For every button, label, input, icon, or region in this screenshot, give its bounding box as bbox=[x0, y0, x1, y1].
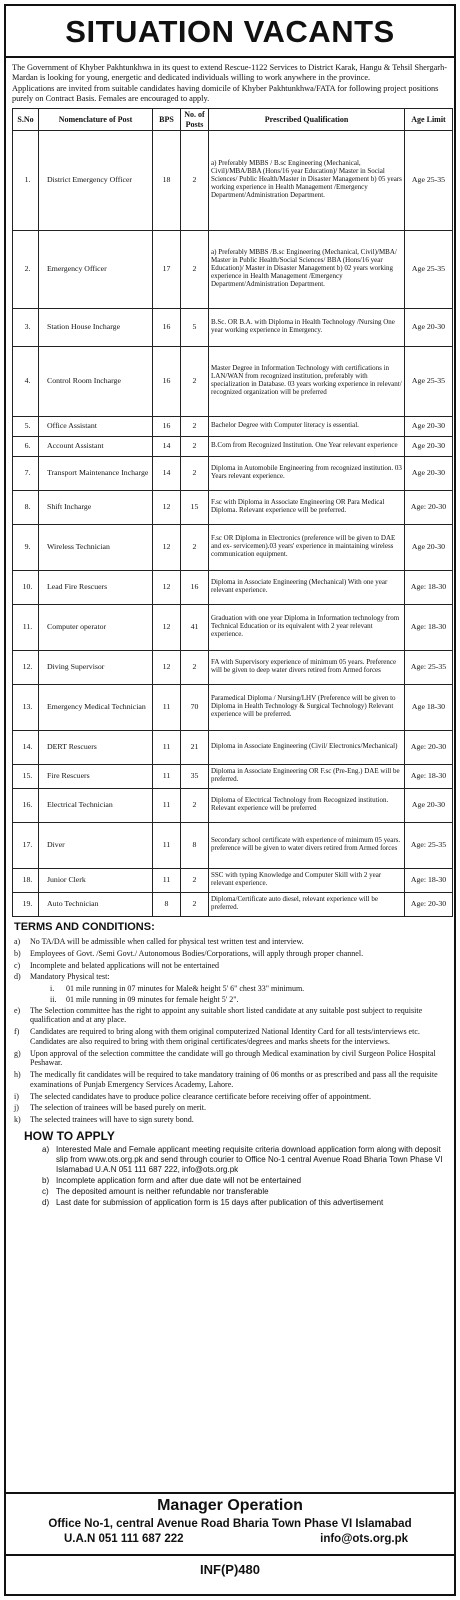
apply-step bbox=[42, 1145, 446, 1175]
cell-sno: 7. bbox=[13, 456, 39, 490]
term-item-marker: g) bbox=[14, 1048, 21, 1058]
cell-bps: 17 bbox=[153, 230, 181, 308]
cell-age: Age: 18-30 bbox=[405, 570, 453, 604]
cell-post: Shift Incharge bbox=[39, 490, 153, 524]
cell-age: Age 20-30 bbox=[405, 524, 453, 570]
cell-post: Account Assistant bbox=[39, 436, 153, 456]
cell-posts: 15 bbox=[181, 490, 209, 524]
cell-posts: 2 bbox=[181, 650, 209, 684]
cell-post: Junior Clerk bbox=[39, 868, 153, 892]
table-row bbox=[13, 436, 453, 456]
cell-qualification: a) Preferably MBBS / B.sc Engineering (Mechanical, Civil)/MBA/BBA (Hons/16 year Education)/ Master in Social Sciences/ Public Health/Master in Disaster Management b) 05 years working experience in Health Management /Emergency Department/Administration Department. bbox=[209, 130, 405, 230]
cell-qualification: Paramedical Diploma / Nursing/LHV (Preference will be given to Diploma in Health Technology & Surgical Technology) Relevant experience will be preferred. bbox=[209, 684, 405, 730]
cell-age: Age 18-30 bbox=[405, 684, 453, 730]
term-item-marker: f) bbox=[14, 1027, 20, 1037]
cell-posts: 2 bbox=[181, 868, 209, 892]
term-item bbox=[14, 949, 446, 959]
terms-section bbox=[6, 917, 454, 1125]
terms-list bbox=[14, 937, 446, 982]
cell-posts: 2 bbox=[181, 892, 209, 916]
positions-table-body bbox=[13, 130, 453, 916]
term-item-marker: c) bbox=[14, 960, 21, 970]
term-item-text: No TA/DA will be admissible when called for physical test written test and interview. bbox=[30, 937, 304, 947]
cell-sno: 9. bbox=[13, 524, 39, 570]
table-row bbox=[13, 604, 453, 650]
term-item-text: The selected trainees will have to sign surety bond. bbox=[30, 1115, 194, 1125]
cell-sno: 11. bbox=[13, 604, 39, 650]
cell-bps: 12 bbox=[153, 650, 181, 684]
cell-post: Office Assistant bbox=[39, 416, 153, 436]
apply-step-marker: a) bbox=[42, 1144, 50, 1154]
term-item-marker: e) bbox=[14, 1005, 21, 1015]
cell-sno: 14. bbox=[13, 730, 39, 764]
physical-test-item-text: 01 mile running in 07 minutes for Male& height 5' 6" chest 33" minimum. bbox=[66, 984, 305, 994]
apply-step bbox=[42, 1187, 446, 1197]
cell-bps: 16 bbox=[153, 308, 181, 346]
cell-age: Age 20-30 bbox=[405, 416, 453, 436]
footer-contacts bbox=[6, 1533, 454, 1545]
term-item-marker: d) bbox=[14, 972, 21, 982]
how-to-apply-heading: HOW TO APPLY bbox=[24, 1128, 115, 1143]
header-bps: BPS bbox=[153, 109, 181, 130]
term-item bbox=[14, 1115, 446, 1125]
cell-posts: 35 bbox=[181, 764, 209, 788]
cell-age: Age 25-35 bbox=[405, 130, 453, 230]
physical-test-item-marker: i. bbox=[50, 984, 55, 994]
how-to-apply-section bbox=[6, 1127, 454, 1208]
cell-post: Station House Incharge bbox=[39, 308, 153, 346]
cell-sno: 2. bbox=[13, 230, 39, 308]
table-header-row bbox=[13, 109, 453, 130]
term-item bbox=[14, 1049, 446, 1069]
cell-qualification: F.sc OR Diploma in Electronics (preference will be given to DAE and ex- servicemen).03 years' experience in maintaining wireless communication equipment. bbox=[209, 524, 405, 570]
cell-posts: 2 bbox=[181, 456, 209, 490]
term-item-text: The selection of trainees will be based purely on merit. bbox=[30, 1103, 206, 1113]
cell-age: Age: 18-30 bbox=[405, 604, 453, 650]
cell-sno: 15. bbox=[13, 764, 39, 788]
term-item bbox=[14, 937, 446, 947]
intro-paragraph-1: The Government of Khyber Pakhtunkhwa in its quest to extend Rescue-1122 Services to District Karak, Hangu & Tehsil Shergarh-Mardan is looking for young, energetic and dedicated individuals willing to work anywhere in the province. bbox=[12, 63, 447, 83]
cell-post: Lead Fire Rescuers bbox=[39, 570, 153, 604]
cell-bps: 14 bbox=[153, 456, 181, 490]
table-row bbox=[13, 346, 453, 416]
cell-bps: 12 bbox=[153, 604, 181, 650]
cell-bps: 16 bbox=[153, 346, 181, 416]
cell-sno: 12. bbox=[13, 650, 39, 684]
apply-step bbox=[42, 1198, 446, 1208]
cell-sno: 17. bbox=[13, 822, 39, 868]
positions-table bbox=[12, 108, 453, 916]
cell-age: Age: 25-35 bbox=[405, 650, 453, 684]
cell-post: Diver bbox=[39, 822, 153, 868]
cell-sno: 18. bbox=[13, 868, 39, 892]
table-row bbox=[13, 570, 453, 604]
header-sno: S.No bbox=[13, 109, 39, 130]
cell-age: Age: 18-30 bbox=[405, 764, 453, 788]
cell-bps: 14 bbox=[153, 436, 181, 456]
header-banner bbox=[6, 6, 454, 58]
cell-sno: 10. bbox=[13, 570, 39, 604]
cell-bps: 11 bbox=[153, 764, 181, 788]
cell-bps: 11 bbox=[153, 868, 181, 892]
cell-post: Computer operator bbox=[39, 604, 153, 650]
term-item bbox=[14, 961, 446, 971]
cell-sno: 8. bbox=[13, 490, 39, 524]
footer-uan: U.A.N 051 111 687 222 bbox=[64, 1533, 184, 1545]
cell-age: Age: 18-30 bbox=[405, 868, 453, 892]
cell-sno: 4. bbox=[13, 346, 39, 416]
table-row bbox=[13, 788, 453, 822]
cell-sno: 19. bbox=[13, 892, 39, 916]
term-item-text: The selected candidates have to produce police clearance certificate before receiving offer of appointment. bbox=[30, 1091, 372, 1101]
header-posts: No. of Posts bbox=[181, 109, 209, 130]
cell-posts: 2 bbox=[181, 130, 209, 230]
cell-posts: 8 bbox=[181, 822, 209, 868]
cell-bps: 16 bbox=[153, 416, 181, 436]
header-post: Nomenclature of Post bbox=[39, 109, 153, 130]
table-row bbox=[13, 416, 453, 436]
term-item-text: Employees of Govt. /Semi Govt./ Autonomous Bodies/Corporations, will apply through proper channel. bbox=[30, 948, 364, 958]
term-item-text: Mandatory Physical test: bbox=[30, 972, 110, 982]
physical-test-item-marker: ii. bbox=[50, 994, 57, 1004]
cell-posts: 2 bbox=[181, 230, 209, 308]
cell-bps: 12 bbox=[153, 490, 181, 524]
apply-step bbox=[42, 1176, 446, 1186]
cell-age: Age: 25-35 bbox=[405, 822, 453, 868]
cell-post: District Emergency Officer bbox=[39, 130, 153, 230]
physical-test-item bbox=[14, 984, 446, 994]
term-item-text: Incomplete and belated applications will not be entertained bbox=[30, 960, 220, 970]
cell-posts: 5 bbox=[181, 308, 209, 346]
table-row bbox=[13, 684, 453, 730]
cell-bps: 12 bbox=[153, 570, 181, 604]
apply-step-text: Last date for submission of application form is 15 days after publication of this advertisement bbox=[56, 1197, 384, 1207]
footer-email: info@ots.org.pk bbox=[320, 1533, 408, 1545]
term-item-text: Candidates are required to bring along with them original computerized National Identity Card for all tests/interviews etc. Candidates are also required to bring with them original certificates/degrees and marks sheets for the interviews. bbox=[30, 1027, 420, 1046]
footer-contact bbox=[6, 1492, 454, 1556]
cell-sno: 6. bbox=[13, 436, 39, 456]
cell-qualification: Graduation with one year Diploma in Information technology from Technical Education or its equivalent with 2 year relevant experience. bbox=[209, 604, 405, 650]
apply-step-text: Incomplete application form and after due date will not be entertained bbox=[56, 1175, 302, 1185]
term-item-text: The Selection committee has the right to appoint any suitable short listed candidate at any suitable post subject to requisite qualification and at any place. bbox=[30, 1005, 423, 1025]
cell-qualification: a) Preferably MBBS /B.sc Engineering (Mechanical, Civil)/MBA/ Master in Public Health/Social Sciences/ BBA (Hons/16 year Education)/ Master in Disaster Management b) 02 years working experience in Health Management /Emergency Department/Administration Department. bbox=[209, 230, 405, 308]
table-row bbox=[13, 130, 453, 230]
terms-heading: TERMS AND CONDITIONS: bbox=[14, 920, 155, 933]
term-item-marker: i) bbox=[14, 1091, 19, 1101]
table-row bbox=[13, 524, 453, 570]
cell-post: Control Room Incharge bbox=[39, 346, 153, 416]
cell-sno: 13. bbox=[13, 684, 39, 730]
cell-sno: 1. bbox=[13, 130, 39, 230]
apply-step-marker: c) bbox=[42, 1186, 49, 1196]
intro-section bbox=[6, 58, 454, 104]
cell-bps: 11 bbox=[153, 730, 181, 764]
cell-qualification: Diploma of Electrical Technology from Recognized institution. Relevant experience will be preferred bbox=[209, 788, 405, 822]
table-row bbox=[13, 456, 453, 490]
term-item-marker: j) bbox=[14, 1103, 19, 1113]
cell-age: Age 20-30 bbox=[405, 308, 453, 346]
term-item-marker: b) bbox=[14, 948, 21, 958]
cell-qualification: Bachelor Degree with Computer literacy is essential. bbox=[209, 416, 405, 436]
cell-qualification: Diploma in Associate Engineering (Civil/ Electronics/Mechanical) bbox=[209, 730, 405, 764]
table-row bbox=[13, 892, 453, 916]
cell-post: Auto Technician bbox=[39, 892, 153, 916]
table-row bbox=[13, 868, 453, 892]
term-item bbox=[14, 1006, 446, 1026]
cell-qualification: SSC with typing Knowledge and Computer Skill with 2 year relevant experience. bbox=[209, 868, 405, 892]
table-row bbox=[13, 822, 453, 868]
cell-qualification: Diploma in Automobile Engineering from recognized institution. 03 Years relevant experience. bbox=[209, 456, 405, 490]
cell-bps: 18 bbox=[153, 130, 181, 230]
cell-bps: 12 bbox=[153, 524, 181, 570]
physical-test-item bbox=[14, 995, 446, 1005]
cell-sno: 5. bbox=[13, 416, 39, 436]
cell-posts: 21 bbox=[181, 730, 209, 764]
cell-posts: 16 bbox=[181, 570, 209, 604]
cell-posts: 2 bbox=[181, 346, 209, 416]
cell-posts: 70 bbox=[181, 684, 209, 730]
cell-qualification: Secondary school certificate with experience of minimum 05 years. preference will be given to water divers retired from Armed forces bbox=[209, 822, 405, 868]
cell-posts: 2 bbox=[181, 788, 209, 822]
cell-bps: 11 bbox=[153, 822, 181, 868]
cell-qualification: Diploma/Certificate auto diesel, relevant experience will be preferred. bbox=[209, 892, 405, 916]
cell-age: Age: 20-30 bbox=[405, 730, 453, 764]
cell-age: Age 20-30 bbox=[405, 436, 453, 456]
cell-posts: 2 bbox=[181, 416, 209, 436]
cell-post: Diving Supervisor bbox=[39, 650, 153, 684]
table-row bbox=[13, 650, 453, 684]
cell-post: Emergency Medical Technician bbox=[39, 684, 153, 730]
table-row bbox=[13, 308, 453, 346]
cell-post: Transport Maintenance Incharge bbox=[39, 456, 153, 490]
advertisement-page bbox=[4, 4, 456, 1596]
term-item bbox=[14, 1070, 446, 1090]
footer-title: Manager Operation bbox=[157, 1497, 303, 1514]
reference-code: INF(P)480 bbox=[200, 1562, 260, 1577]
cell-post: Fire Rescuers bbox=[39, 764, 153, 788]
cell-bps: 11 bbox=[153, 788, 181, 822]
header-qualification: Prescribed Qualification bbox=[209, 109, 405, 130]
physical-test-list bbox=[14, 984, 446, 1005]
cell-qualification: Diploma in Associate Engineering (Mechanical) With one year relevant experience. bbox=[209, 570, 405, 604]
cell-posts: 2 bbox=[181, 436, 209, 456]
apply-step-marker: d) bbox=[42, 1197, 50, 1207]
cell-sno: 3. bbox=[13, 308, 39, 346]
apply-step-text: The deposited amount is neither refundable nor transferable bbox=[56, 1186, 269, 1196]
table-row bbox=[13, 730, 453, 764]
table-row bbox=[13, 230, 453, 308]
cell-post: Emergency Officer bbox=[39, 230, 153, 308]
cell-age: Age 25-35 bbox=[405, 346, 453, 416]
cell-age: Age 20-30 bbox=[405, 788, 453, 822]
cell-qualification: B.Com from Recognized Institution. One Year relevant experience bbox=[209, 436, 405, 456]
term-item bbox=[14, 1027, 446, 1047]
table-row bbox=[13, 764, 453, 788]
term-item-text: The medically fit candidates will be required to take mandatory training of 06 months or as prescribed and pass all the requisite examinations of Punjab Emergency Services Academy, Lahore. bbox=[30, 1070, 438, 1089]
cell-age: Age: 20-30 bbox=[405, 892, 453, 916]
term-item bbox=[14, 1103, 446, 1113]
cell-qualification: FA with Supervisory experience of minimum 05 years. Preference will be given to deep water divers retired from Armed forces bbox=[209, 650, 405, 684]
cell-qualification: Diploma in Associate Engineering OR F.sc (Pre-Eng.) DAE will be preferred. bbox=[209, 764, 405, 788]
term-item-marker: k) bbox=[14, 1115, 21, 1125]
cell-post: Electrical Technician bbox=[39, 788, 153, 822]
page-title: SITUATION VACANTS bbox=[65, 13, 395, 49]
cell-age: Age 20-30 bbox=[405, 456, 453, 490]
term-item-text: Upon approval of the selection committee the candidate will go through Medical examination by civil Surgeon Police Hospital Peshawar. bbox=[30, 1048, 436, 1068]
cell-qualification: Master Degree in Information Technology with certifications in LAN/WAN from recognized institution, preferably with specialization in Database. 03 years working experience in relevant/ recognized organization will be preferred bbox=[209, 346, 405, 416]
cell-bps: 8 bbox=[153, 892, 181, 916]
table-row bbox=[13, 490, 453, 524]
header-age: Age Limit bbox=[405, 109, 453, 130]
apply-step-marker: b) bbox=[42, 1175, 50, 1185]
cell-bps: 11 bbox=[153, 684, 181, 730]
footer-address: Office No-1, central Avenue Road Bharia Town Phase VI Islamabad bbox=[48, 1518, 412, 1530]
physical-test-item-text: 01 mile running in 09 minutes for female height 5' 2". bbox=[66, 994, 239, 1004]
cell-qualification: B.Sc. OR B.A. with Diploma in Health Technology /Nursing One year working experience in Emergency. bbox=[209, 308, 405, 346]
cell-sno: 16. bbox=[13, 788, 39, 822]
cell-age: Age: 20-30 bbox=[405, 490, 453, 524]
cell-qualification: F.sc with Diploma in Associate Engineering OR Para Medical Diploma. Relevant experience will be preferred. bbox=[209, 490, 405, 524]
how-to-apply-list bbox=[24, 1145, 446, 1208]
terms-list-continued bbox=[14, 1006, 446, 1125]
term-item-marker: h) bbox=[14, 1070, 21, 1080]
cell-age: Age 25-35 bbox=[405, 230, 453, 308]
cell-posts: 2 bbox=[181, 524, 209, 570]
cell-posts: 41 bbox=[181, 604, 209, 650]
intro-paragraph-2: Applications are invited from suitable candidates having domicile of Khyber Pakhtunkhwa/FATA for following project positions purely on Contract Basis. Females are encouraged to apply. bbox=[12, 84, 439, 104]
apply-step-text: Interested Male and Female applicant meeting requisite criteria download application form along with deposit slip from www.ots.org.pk and send through courier to Office No-1 central Avenue Road Bharia Town Phase VI Islamabad U.A.N 051 111 687 222, info@ots.org.pk bbox=[56, 1144, 443, 1174]
term-item bbox=[14, 972, 446, 982]
term-item-marker: a) bbox=[14, 937, 21, 947]
cell-post: Wireless Technician bbox=[39, 524, 153, 570]
term-item bbox=[14, 1092, 446, 1102]
cell-post: DERT Rescuers bbox=[39, 730, 153, 764]
